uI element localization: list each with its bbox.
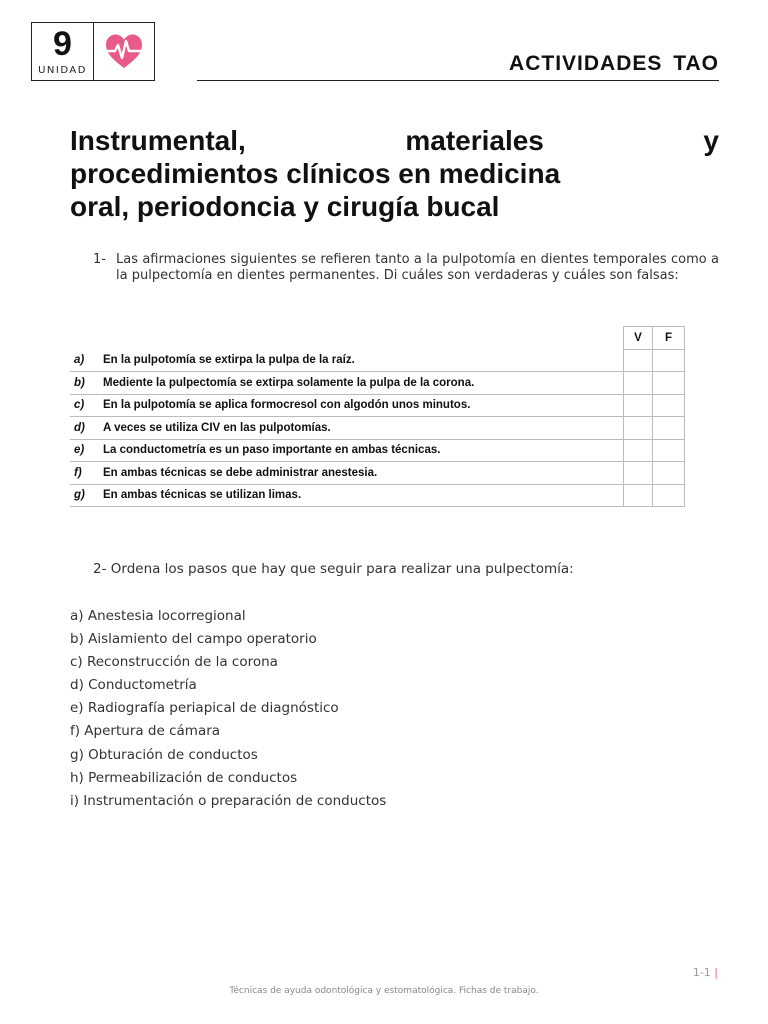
header-f: F xyxy=(653,327,685,350)
answer-box-v[interactable] xyxy=(624,349,653,372)
list-item: h) Permeabilización de conductos xyxy=(70,769,298,786)
list-item: e) Radiografía periapical de diagnóstico xyxy=(70,700,339,717)
row-statement: En ambas técnicas se utilizan limas. xyxy=(103,484,624,507)
row-statement: En ambas técnicas se debe administrar anestesia. xyxy=(103,462,624,485)
title-line-1 xyxy=(70,124,719,157)
page-number xyxy=(693,966,718,979)
list-item: g) Obturación de conductos xyxy=(70,746,258,763)
list-item: c) Reconstrucción de la corona xyxy=(70,654,278,671)
steps-list xyxy=(70,606,386,814)
question-1 xyxy=(93,252,719,284)
unit-badge xyxy=(31,22,155,81)
row-statement: En la pulpotomía se extirpa la pulpa de la raíz. xyxy=(103,349,624,372)
table-row xyxy=(70,462,685,485)
row-letter: d) xyxy=(70,417,103,440)
row-statement: En la pulpotomía se aplica formocresol con algodón unos minutos. xyxy=(103,394,624,417)
answer-box-v[interactable] xyxy=(624,394,653,417)
row-letter: e) xyxy=(70,439,103,462)
table-row xyxy=(70,349,685,372)
title-line-3: oral, periodoncia y cirugía bucal xyxy=(70,191,500,222)
row-statement: Mediente la pulpectomía se extirpa solamente la pulpa de la corona. xyxy=(103,372,624,395)
answer-box-f[interactable] xyxy=(653,394,685,417)
row-letter: b) xyxy=(70,372,103,395)
table-header-row xyxy=(70,327,685,350)
list-item: b) Aislamiento del campo operatorio xyxy=(70,631,317,648)
answer-box-f[interactable] xyxy=(653,439,685,462)
row-statement: A veces se utiliza CIV en las pulpotomías. xyxy=(103,417,624,440)
answer-box-f[interactable] xyxy=(653,417,685,440)
title-word: Instrumental, xyxy=(70,125,246,156)
list-item: a) Anestesia locorregional xyxy=(70,608,246,624)
unit-number-cell xyxy=(32,23,94,80)
heart-pulse-icon xyxy=(104,32,144,72)
list-item: d) Conductometría xyxy=(70,677,197,694)
answer-box-v[interactable] xyxy=(624,462,653,485)
title-word: y xyxy=(703,125,719,156)
table-row xyxy=(70,417,685,440)
row-letter: c) xyxy=(70,394,103,417)
unit-icon-cell xyxy=(94,23,154,80)
row-statement: La conductometría es un paso importante en ambas técnicas. xyxy=(103,439,624,462)
unit-number: 9 xyxy=(53,25,72,63)
answer-box-v[interactable] xyxy=(624,484,653,507)
row-letter: g) xyxy=(70,484,103,507)
row-letter: f) xyxy=(70,462,103,485)
table-row xyxy=(70,372,685,395)
list-item: f) Apertura de cámara xyxy=(70,723,221,740)
page-number-text: 1-1 xyxy=(692,966,711,979)
row-letter: a) xyxy=(70,349,103,372)
question-1-text: Las afirmaciones siguientes se refieren tanto a la pulpotomía en dientes temporales como a la pulpectomía en dientes permanentes. Di cuáles son verdaderas y cuáles son falsas: xyxy=(116,252,719,283)
table-row xyxy=(70,484,685,507)
answer-box-v[interactable] xyxy=(624,417,653,440)
list-item: i) Instrumentación o preparación de conductos xyxy=(70,792,387,809)
answer-box-f[interactable] xyxy=(653,484,685,507)
title-word: materiales xyxy=(405,125,544,156)
page-title xyxy=(70,124,719,223)
header-title: ACTIVIDADES TAO xyxy=(509,52,719,75)
answer-box-f[interactable] xyxy=(653,462,685,485)
answer-box-v[interactable] xyxy=(624,372,653,395)
question-1-number: 1- xyxy=(93,252,106,267)
answer-box-f[interactable] xyxy=(653,372,685,395)
footer-text: Técnicas de ayuda odontológica y estomatológica. Fichas de trabajo. xyxy=(229,986,539,996)
question-2-text: 2- Ordena los pasos que hay que seguir para realizar una pulpectomía: xyxy=(93,561,574,577)
header-v: V xyxy=(624,327,653,350)
page-number-separator: | xyxy=(714,966,718,979)
table-row xyxy=(70,439,685,462)
unit-label: UNIDAD xyxy=(38,65,87,76)
true-false-table xyxy=(70,326,685,507)
answer-box-f[interactable] xyxy=(653,349,685,372)
header-divider xyxy=(197,80,719,81)
title-line-2: procedimientos clínicos en medicina xyxy=(70,158,561,189)
answer-box-v[interactable] xyxy=(624,439,653,462)
table-row xyxy=(70,394,685,417)
